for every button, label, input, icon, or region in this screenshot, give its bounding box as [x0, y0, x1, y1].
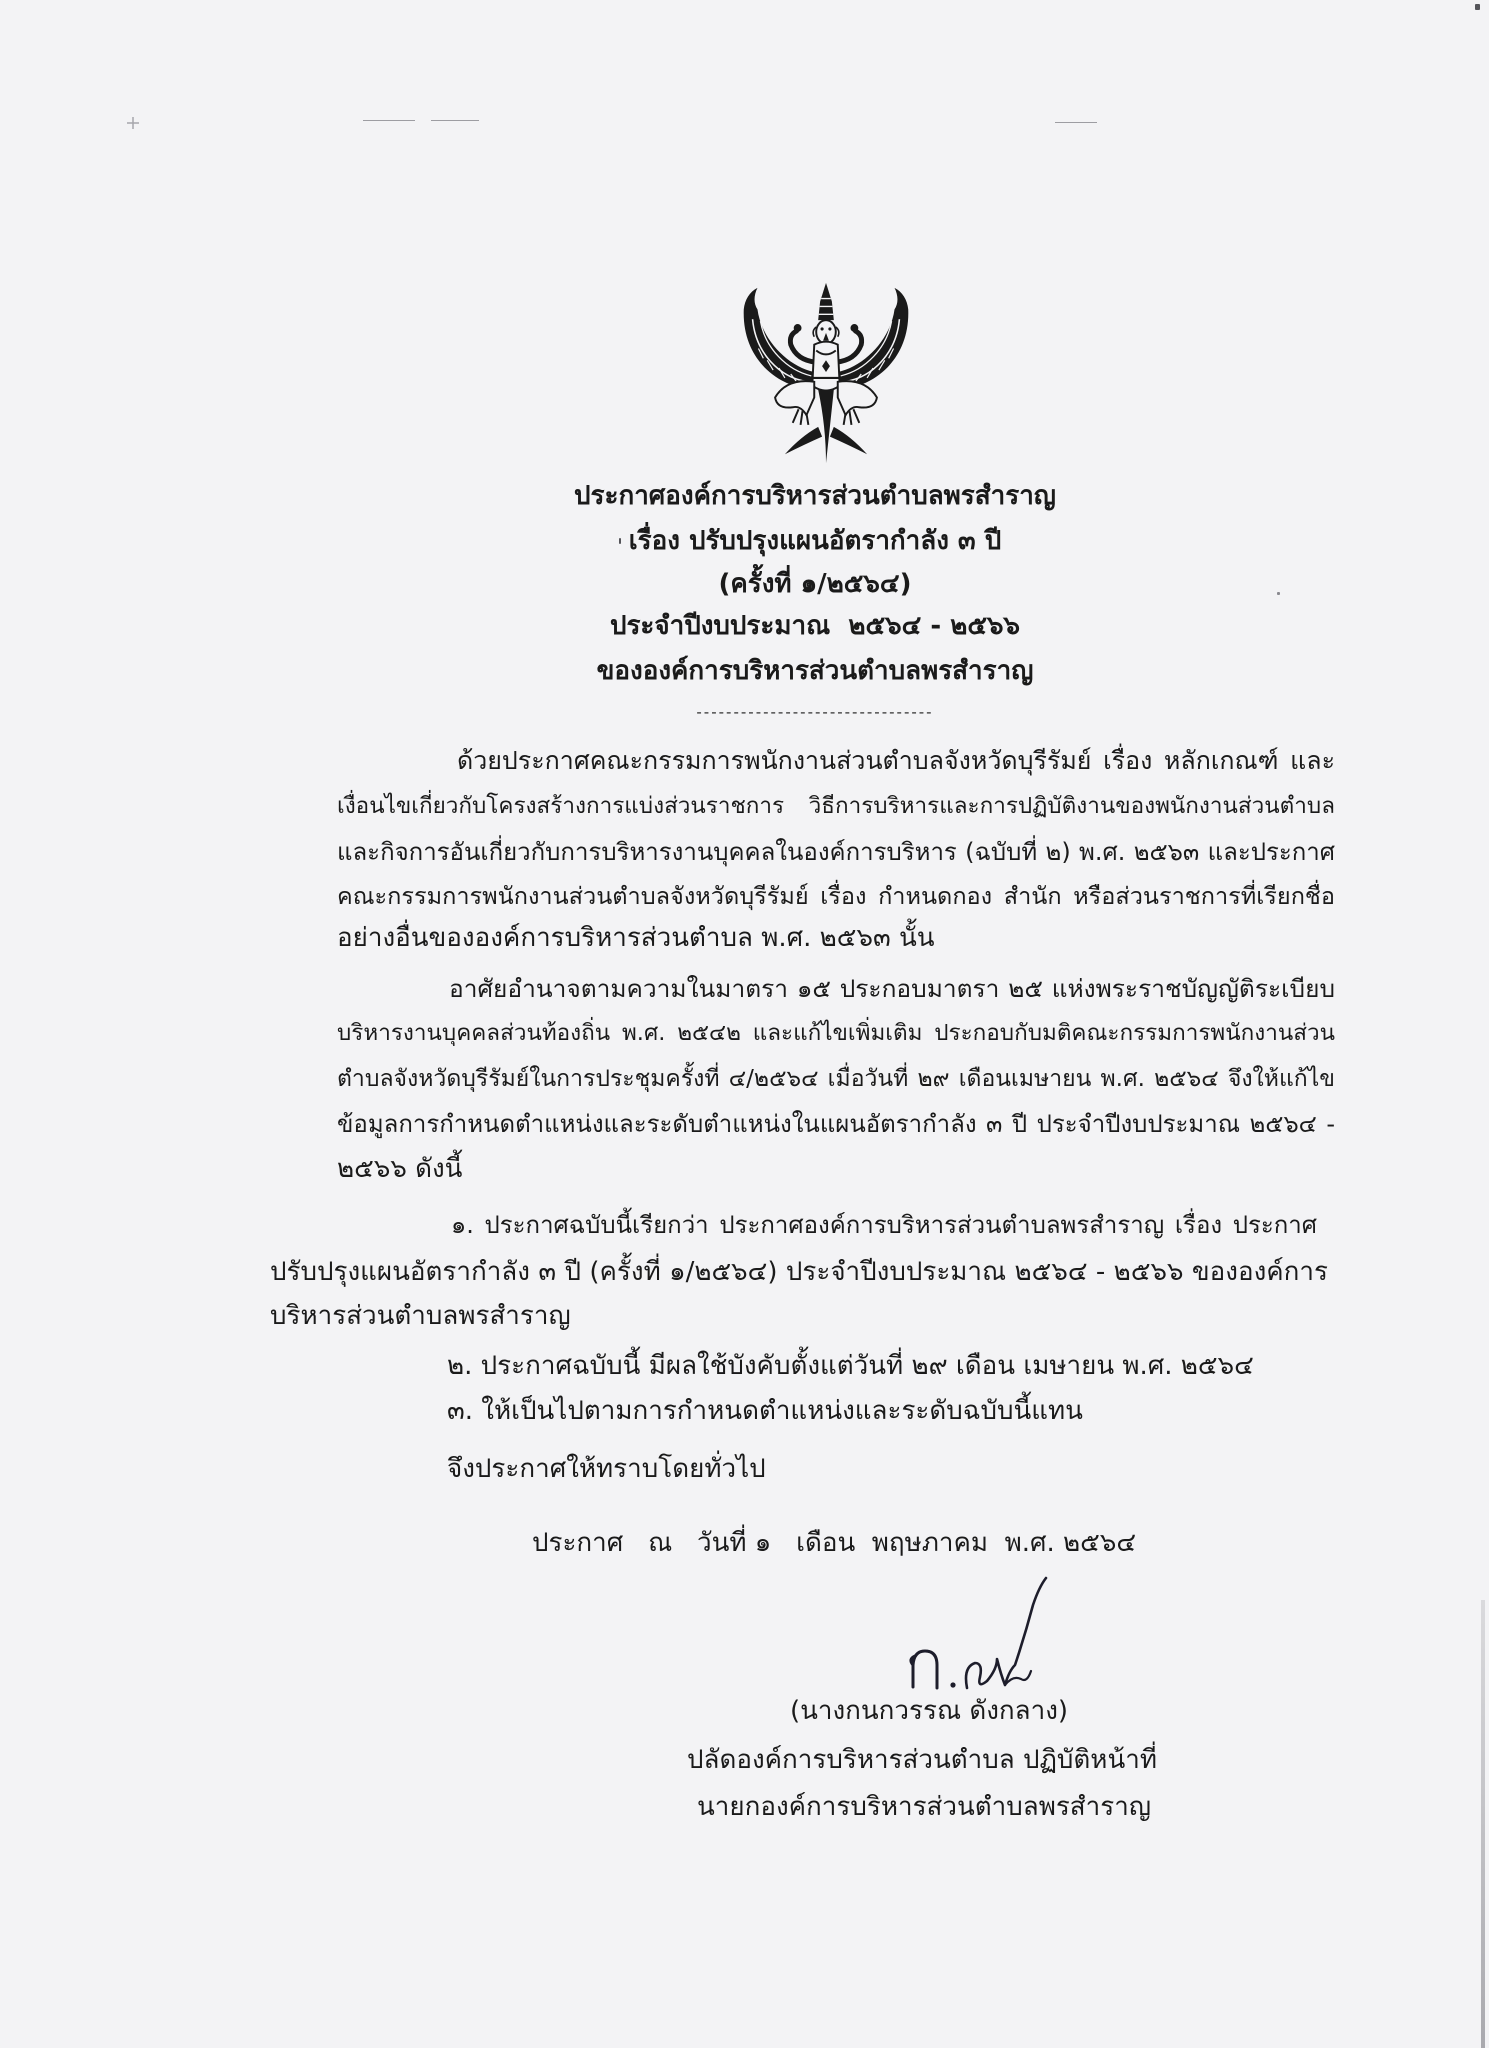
emblem-right-hand [850, 324, 858, 332]
signature-initial-stroke [911, 1651, 937, 1688]
authority-line: ข้อมูลการกำหนดตำแหน่งและระดับตำแหน่งในแผนอัตรากำลัง ๓ ปี ประจำปีงบประมาณ ๒๕๖๔ - [337, 1110, 1335, 1138]
scan-speck [1475, 4, 1480, 10]
emblem-left-leg [775, 381, 814, 415]
announcement-organization: ขององค์การบริหารส่วนตำบลพรสำราญ [596, 656, 1034, 686]
authority-line: บริหารงานบุคคลส่วนท้องถิ่น พ.ศ. ๒๕๔๒ และแก้ไขเพิ่มเติม ประกอบกับมติคณะกรรมการพนักงานส่วน [337, 1020, 1335, 1046]
preamble-line: ด้วยประกาศคณะกรรมการพนักงานส่วนตำบลจังหวัดบุรีรัมย์ เรื่อง หลักเกณฑ์ และ [457, 746, 1335, 775]
announcement-revision: (ครั้งที่ ๑/๒๕๖๔) [718, 569, 912, 599]
scan-dash-mark [1055, 122, 1097, 123]
signatory-name: (นางกนกวรรณ ดังกลาง) [789, 1696, 1069, 1726]
emblem-right-wing [838, 288, 909, 390]
emblem-body [812, 342, 839, 391]
signatory-title-line: นายกองค์การบริหารส่วนตำบลพรสำราญ [697, 1792, 1151, 1822]
authority-line: อาศัยอำนาจตามความในมาตรา ๑๕ ประกอบมาตรา ๒๕ แห่งพระราชบัญญัติระเบียบ [449, 974, 1335, 1003]
emblem-right-leg [838, 381, 877, 415]
preamble-line: คณะกรรมการพนักงานส่วนตำบลจังหวัดบุรีรัมย์ เรื่อง กำหนดกอง สำนัก หรือส่วนราชการที่เรียกชื่อ [337, 882, 1335, 910]
emblem-tail-left-flame [785, 427, 822, 454]
clause-1-line: บริหารส่วนตำบลพรสำราญ [270, 1301, 571, 1331]
clause-3-line: ๓. ให้เป็นไปตามการกำหนดตำแหน่งและระดับฉบับนี้แทน [447, 1396, 1083, 1426]
clause-2-line: ๒. ประกาศฉบับนี้ มีผลใช้บังคับตั้งแต่วันที่ ๒๙ เดือน เมษายน พ.ศ. ๒๕๖๔ [447, 1351, 1254, 1381]
emblem-crown [818, 283, 834, 320]
emblem-head [813, 320, 839, 343]
header-divider: -------------------------------- [696, 703, 934, 721]
announcement-title: ประกาศองค์การบริหารส่วนตำบลพรสำราญ [574, 481, 1056, 511]
announcement-fiscal-year: ประจำปีงบประมาณ ๒๕๖๔ - ๒๕๖๖ [609, 611, 1021, 641]
announcement-subject: เรื่อง ปรับปรุงแผนอัตรากำลัง ๓ ปี [628, 526, 1002, 556]
announcement-date: ประกาศ ณ วันที่ ๑ เดือน พฤษภาคม พ.ศ. ๒๕๖๔ [532, 1528, 1137, 1558]
scan-cross-mark [126, 116, 140, 130]
closing-statement: จึงประกาศให้ทราบโดยทั่วไป [447, 1454, 766, 1484]
emblem-right-arm [836, 331, 862, 362]
garuda-emblem-icon [728, 280, 924, 466]
emblem-wing-shape [838, 288, 909, 390]
authority-line: ๒๕๖๖ ดังนี้ [337, 1154, 463, 1184]
emblem-tail-center [818, 390, 834, 463]
emblem-left-arm [790, 331, 816, 362]
scan-cross-stroke [127, 117, 139, 129]
signatory-title-line: ปลัดองค์การบริหารส่วนตำบล ปฏิบัติหน้าที่ [687, 1745, 1157, 1775]
signature-scribble-stroke [966, 1578, 1046, 1688]
scan-speck [1277, 592, 1280, 595]
preamble-line: อย่างอื่นขององค์การบริหารส่วนตำบล พ.ศ. ๒๕๖๓ นั้น [337, 923, 935, 953]
emblem-eye [821, 327, 824, 330]
scan-dash-mark [431, 120, 479, 121]
authority-line: ตำบลจังหวัดบุรีรัมย์ในการประชุมครั้งที่ ๔/๒๕๖๔ เมื่อวันที่ ๒๙ เดือนเมษายน พ.ศ. ๒๕๖๔ จึงให้แก้ไข [337, 1066, 1335, 1092]
preamble-line: และกิจการอันเกี่ยวกับการบริหารงานบุคคลในองค์การบริหาร (ฉบับที่ ๒) พ.ศ. ๒๕๖๓ และประกาศ [337, 838, 1335, 866]
scan-dash-mark [363, 120, 415, 121]
emblem-wing-shape [744, 288, 815, 390]
clause-1-line: ปรับปรุงแผนอัตรากำลัง ๓ ปี (ครั้งที่ ๑/๒๕๖๔) ประจำปีงบประมาณ ๒๕๖๔ - ๒๕๖๖ ขององค์การ [270, 1257, 1328, 1287]
scan-edge-shadow [1481, 1600, 1485, 2048]
signature-dot [950, 1682, 955, 1687]
preamble-line: เงื่อนไขเกี่ยวกับโครงสร้างการแบ่งส่วนราชการ วิธีการบริหารและการปฏิบัติงานของพนักงานส่วนตำบล [337, 793, 1335, 819]
clause-1-line: ๑. ประกาศฉบับนี้เรียกว่า ประกาศองค์การบริหารส่วนตำบลพรสำราญ เรื่อง ประกาศ [451, 1211, 1317, 1239]
emblem-left-wing [744, 288, 815, 390]
emblem-left-hand [794, 324, 802, 332]
handwritten-signature [905, 1575, 1055, 1695]
emblem-tail-right-flame [830, 427, 867, 454]
emblem-eye [828, 327, 831, 330]
